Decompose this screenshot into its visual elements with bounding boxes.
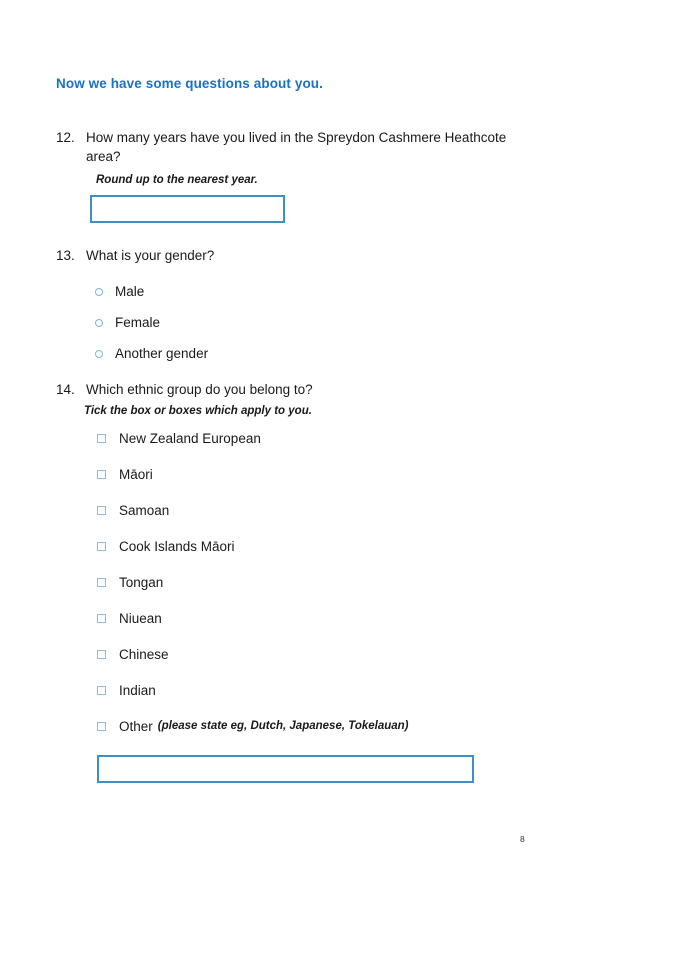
checkbox-icon[interactable]: [97, 686, 106, 695]
ethnicity-option-other-label: Other: [119, 719, 153, 734]
checkbox-icon[interactable]: [97, 542, 106, 551]
ethnicity-option-nz-european-label: New Zealand European: [119, 431, 261, 446]
checkbox-icon[interactable]: [97, 722, 106, 731]
gender-option-male[interactable]: [95, 282, 214, 301]
gender-option-male-label: Male: [115, 284, 145, 299]
radio-icon[interactable]: [95, 288, 103, 296]
question-12-line: [56, 128, 524, 166]
question-14-hint: Tick the box or boxes which apply to you.: [84, 405, 312, 417]
radio-icon[interactable]: [95, 319, 103, 327]
question-12: [56, 128, 524, 223]
gender-option-another-label: Another gender: [115, 346, 209, 361]
ethnicity-option-cook-islands-maori[interactable]: [97, 537, 474, 556]
gender-option-female[interactable]: [95, 313, 214, 332]
radio-icon[interactable]: [95, 350, 103, 358]
question-12-text: How many years have you lived in the Spreydon Cashmere Heathcote area?: [86, 130, 507, 164]
gender-option-female-label: Female: [115, 315, 161, 330]
checkbox-icon[interactable]: [97, 506, 106, 515]
ethnicity-option-samoan-label: Samoan: [119, 503, 170, 518]
section-heading: Now we have some questions about you.: [56, 76, 323, 91]
question-13: [56, 246, 214, 363]
gender-option-another[interactable]: [95, 344, 214, 363]
ethnicity-option-maori[interactable]: [97, 465, 474, 484]
question-14-text: Which ethnic group do you belong to?: [86, 382, 313, 397]
ethnicity-option-indian-label: Indian: [119, 683, 156, 698]
question-14-line: [56, 380, 474, 399]
page-number: 8: [520, 834, 525, 844]
question-13-line: [56, 246, 214, 265]
ethnicity-option-samoan[interactable]: [97, 501, 474, 520]
ethnicity-option-maori-label: Māori: [119, 467, 153, 482]
question-13-number: 13.: [56, 248, 75, 263]
ethnicity-option-other[interactable]: [97, 717, 474, 736]
ethnicity-other-input[interactable]: [97, 755, 474, 783]
ethnicity-option-chinese[interactable]: [97, 645, 474, 664]
ethnicity-option-other-note: (please state eg, Dutch, Japanese, Tokelauan): [157, 720, 409, 732]
question-12-number: 12.: [56, 130, 75, 145]
ethnicity-option-chinese-label: Chinese: [119, 647, 169, 662]
ethnicity-option-indian[interactable]: [97, 681, 474, 700]
ethnicity-option-cook-islands-maori-label: Cook Islands Māori: [119, 539, 235, 554]
ethnicity-option-tongan[interactable]: [97, 573, 474, 592]
checkbox-icon[interactable]: [97, 614, 106, 623]
question-13-text: What is your gender?: [86, 248, 215, 263]
checkbox-icon[interactable]: [97, 434, 106, 443]
question-14: [56, 380, 474, 783]
checkbox-icon[interactable]: [97, 470, 106, 479]
checkbox-icon[interactable]: [97, 650, 106, 659]
years-lived-input[interactable]: [90, 195, 285, 223]
question-12-hint: Round up to the nearest year.: [96, 174, 258, 186]
ethnicity-option-tongan-label: Tongan: [119, 575, 164, 590]
checkbox-icon[interactable]: [97, 578, 106, 587]
question-14-number: 14.: [56, 382, 75, 397]
ethnicity-option-nz-european[interactable]: [97, 429, 474, 448]
ethnicity-option-niuean-label: Niuean: [119, 611, 162, 626]
ethnicity-option-niuean[interactable]: [97, 609, 474, 628]
